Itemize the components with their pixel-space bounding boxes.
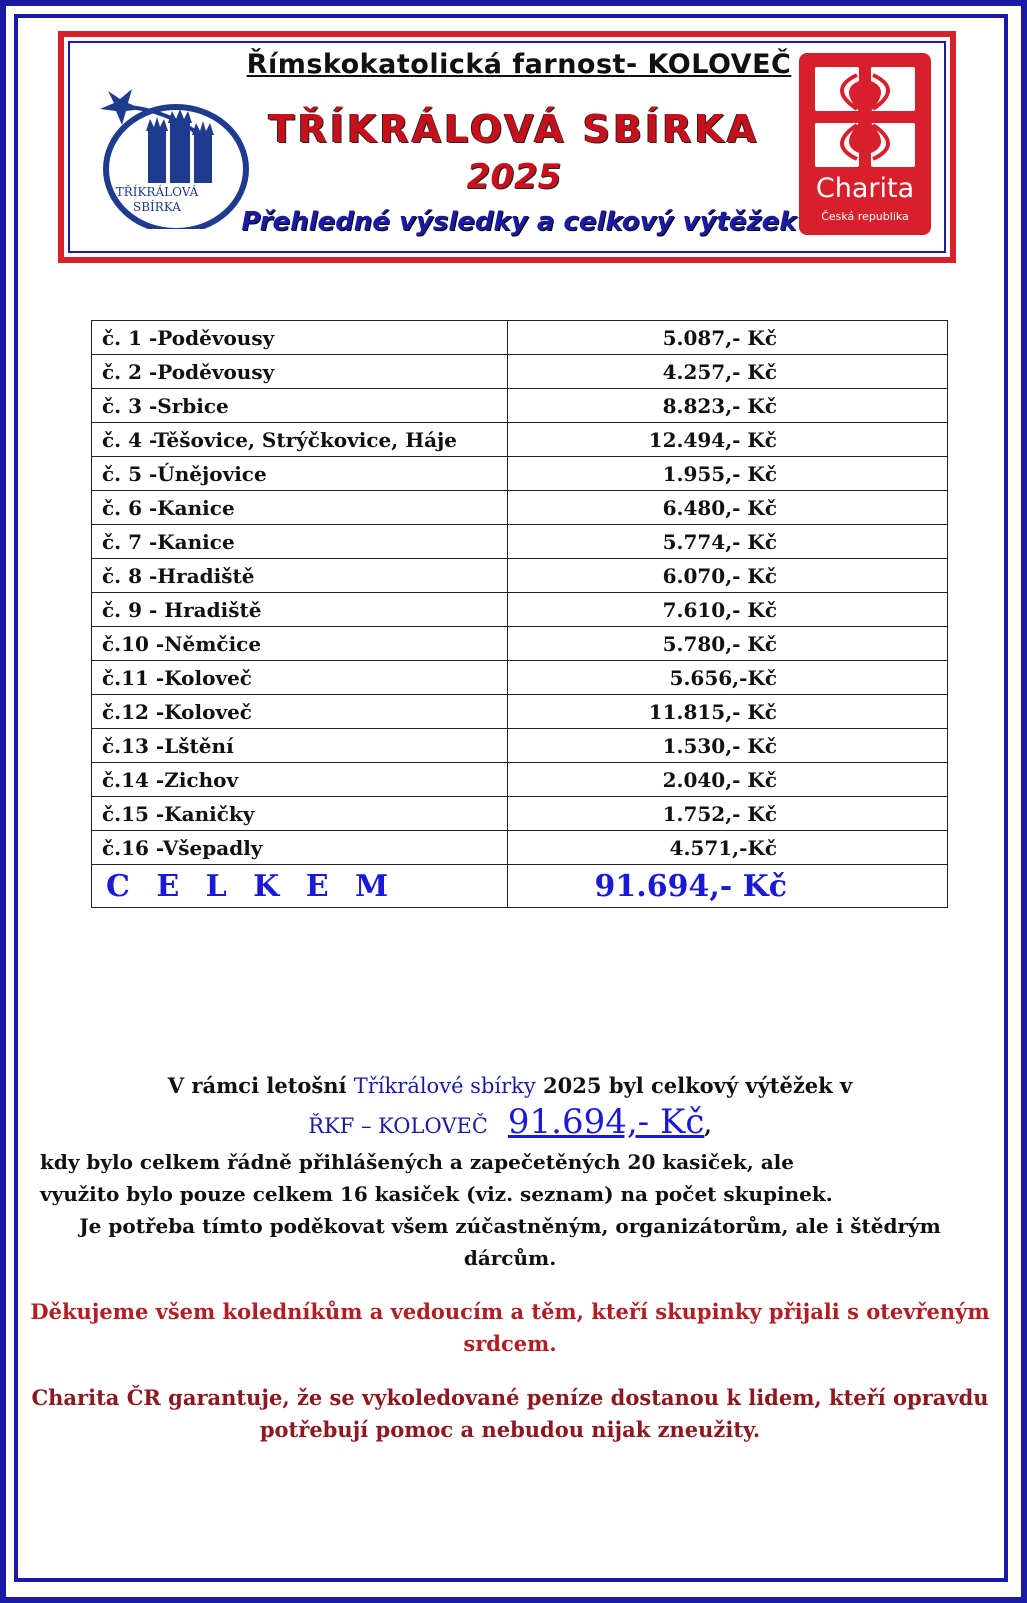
summary-line1-a: V rámci letošní xyxy=(167,1073,347,1098)
charita-subtitle: Česká republika xyxy=(821,210,909,223)
subtitle: Přehledné výsledky a celkový výtěžek xyxy=(241,207,797,237)
table-row xyxy=(92,797,948,831)
table-row xyxy=(92,389,948,423)
charita-logo xyxy=(799,53,931,235)
row-amount: 1.752,- Kč xyxy=(508,797,948,831)
row-label: č.13 -Lštění xyxy=(92,729,508,763)
row-amount: 5.780,- Kč xyxy=(508,627,948,661)
summary-text xyxy=(30,1070,990,1446)
row-amount: 1.955,- Kč xyxy=(508,457,948,491)
results-table xyxy=(91,320,948,908)
row-label: č. 2 -Poděvousy xyxy=(92,355,508,389)
parish-name: Římskokatolická farnost- KOLOVEČ xyxy=(246,49,792,80)
table-row xyxy=(92,763,948,797)
header-banner xyxy=(58,31,956,263)
row-label: č. 9 - Hradiště xyxy=(92,593,508,627)
table-row xyxy=(92,695,948,729)
total-row xyxy=(92,865,948,908)
table-row xyxy=(92,559,948,593)
row-amount: 5.774,- Kč xyxy=(508,525,948,559)
summary-line4: využito bylo pouze celkem 16 kasiček (viz. seznam) na počet skupinek. xyxy=(40,1182,833,1206)
tk-logo-line2: SBÍRKA xyxy=(133,200,181,214)
row-amount: 1.530,- Kč xyxy=(508,729,948,763)
summary-line1 xyxy=(30,1070,990,1102)
row-label: č. 4 -Těšovice, Strýčkovice, Háje xyxy=(92,423,508,457)
summary-line3: kdy bylo celkem řádně přihlášených a zapečetěných 20 kasiček, ale xyxy=(40,1150,794,1174)
trikralova-logo-text xyxy=(102,185,212,215)
row-amount: 6.070,- Kč xyxy=(508,559,948,593)
table-row xyxy=(92,627,948,661)
table-row xyxy=(92,457,948,491)
results-table-body xyxy=(92,321,948,865)
row-label: č.16 -Všepadly xyxy=(92,831,508,865)
charita-cross-icon xyxy=(809,61,921,173)
summary-line1-c: 2025 xyxy=(543,1073,602,1098)
table-row xyxy=(92,729,948,763)
row-label: č.15 -Kaničky xyxy=(92,797,508,831)
row-label: č. 6 -Kanice xyxy=(92,491,508,525)
row-label: č. 8 -Hradiště xyxy=(92,559,508,593)
thanks-red: Děkujeme všem koledníkům a vedoucím a těm, kteří skupinky přijali s otevřeným srdcem. xyxy=(30,1299,990,1356)
row-label: č.14 -Zichov xyxy=(92,763,508,797)
table-row xyxy=(92,355,948,389)
row-label: č. 3 -Srbice xyxy=(92,389,508,423)
row-amount: 7.610,- Kč xyxy=(508,593,948,627)
row-amount: 4.257,- Kč xyxy=(508,355,948,389)
page-title: TŘÍKRÁLOVÁ SBÍRKA xyxy=(268,107,760,151)
total-label: C E L K E M xyxy=(92,865,508,908)
summary-comma: , xyxy=(704,1113,712,1138)
table-row xyxy=(92,593,948,627)
table-row xyxy=(92,491,948,525)
row-amount: 11.815,- Kč xyxy=(508,695,948,729)
row-amount: 2.040,- Kč xyxy=(508,763,948,797)
charita-guarantee: Charita ČR garantuje, že se vykoledované peníze dostanou k lidem, kteří opravdu potřebují pomoc a nebudou nijak zneužity. xyxy=(31,1385,989,1442)
charita-name: Charita xyxy=(815,173,915,204)
tk-logo-line1: TŘÍKRÁLOVÁ xyxy=(115,185,199,199)
summary-parish: ŘKF – KOLOVEČ xyxy=(308,1114,488,1138)
row-label: č. 5 -Únějovice xyxy=(92,457,508,491)
row-label: č.10 -Němčice xyxy=(92,627,508,661)
summary-total-amount: 91.694,- Kč xyxy=(507,1102,705,1142)
table-row xyxy=(92,423,948,457)
total-amount: 91.694,- Kč xyxy=(508,865,948,908)
row-label: č.11 -Koloveč xyxy=(92,661,508,695)
row-amount: 5.087,- Kč xyxy=(508,321,948,355)
row-amount: 8.823,- Kč xyxy=(508,389,948,423)
row-label: č.12 -Koloveč xyxy=(92,695,508,729)
summary-line1-d: byl celkový výtěžek v xyxy=(608,1073,853,1098)
table-row xyxy=(92,321,948,355)
row-label: č. 1 -Poděvousy xyxy=(92,321,508,355)
year: 2025 xyxy=(466,157,562,197)
table-row xyxy=(92,831,948,865)
row-amount: 4.571,-Kč xyxy=(508,831,948,865)
summary-line2 xyxy=(30,1102,990,1146)
row-amount: 5.656,-Kč xyxy=(508,661,948,695)
row-label: č. 7 -Kanice xyxy=(92,525,508,559)
summary-thanks: Je potřeba tímto poděkovat všem zúčastněným, organizátorům, ale i štědrým dárcům. xyxy=(79,1214,941,1270)
table-row xyxy=(92,525,948,559)
table-row xyxy=(92,661,948,695)
row-amount: 6.480,- Kč xyxy=(508,491,948,525)
summary-line1-b: Tříkrálové sbírky xyxy=(353,1074,536,1098)
row-amount: 12.494,- Kč xyxy=(508,423,948,457)
